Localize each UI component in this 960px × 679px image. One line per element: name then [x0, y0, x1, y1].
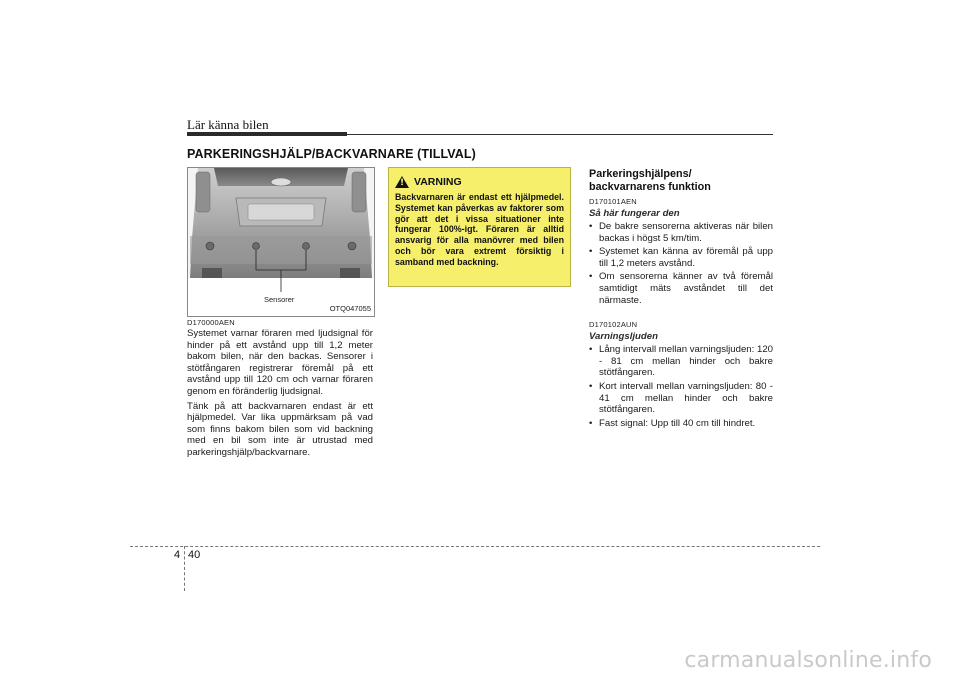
list-item: • Systemet kan känna av föremål på upp till 1,2 meters avstånd.	[589, 246, 773, 269]
section-code: D170000AEN	[187, 318, 235, 327]
list-item: • De bakre sensorerna aktiveras när bilen backas i högst 5 km/tim.	[589, 221, 773, 244]
warning-label: VARNING	[414, 176, 462, 188]
watermark: carmanualsonline.info	[684, 648, 932, 673]
warning-text: Backvarnaren är endast ett hjälpmedel. Systemet kan påverkas av faktorer som gör att det i vissa situationer inte fungerar 100%-igt. Föraren är alltid ansvarig för alla manövrer med bilen och bör vara extremt försiktig i samband med backning.	[395, 192, 564, 267]
page-chapter-number: 4	[174, 549, 181, 561]
subsection-heading: Så här fungerar den	[589, 208, 680, 219]
figure-code: OTQ047055	[329, 304, 371, 313]
figure-caption: Sensorer	[264, 295, 295, 304]
paragraph: Systemet varnar föraren med ljudsignal för hinder på ett avstånd upp till 1,2 meter bakom bilen, när den backas. Sensorer i stötfångaren registrerar föremål på ett avstånd upp till 120 cm och varnar föraren genom en föränderlig ljudsignal.	[187, 328, 373, 397]
bullet-list	[589, 344, 773, 429]
section-code: D170102AUN	[589, 320, 638, 330]
right-column	[589, 197, 773, 431]
warning-box	[388, 167, 571, 287]
rear-car-illustration	[188, 168, 374, 316]
warning-triangle-icon: !	[395, 176, 409, 188]
list-item: • Lång intervall mellan varningsljuden: 120 - 81 cm mellan hinder och bakre stötfångaren.	[589, 344, 773, 379]
footer-rule	[130, 546, 820, 547]
subsection-heading: Varningsljuden	[589, 331, 658, 343]
list-item: • Om sensorerna känner av två föremål samtidigt mäts avståndet till det närmaste.	[589, 271, 773, 306]
footer-divider	[184, 546, 185, 591]
list-item: • Fast signal: Upp till 40 cm till hindret.	[589, 418, 773, 430]
function-title-line2: backvarnarens funktion	[589, 180, 711, 193]
page-number: 40	[188, 549, 201, 561]
rear-bumper-figure	[187, 167, 375, 317]
bullet-list	[589, 221, 773, 306]
header-rule-accent	[187, 132, 347, 136]
function-title-line1: Parkeringshjälpens/	[589, 168, 692, 180]
warning-header	[395, 176, 462, 188]
chapter-title: Lär känna bilen	[187, 117, 269, 132]
left-column	[187, 318, 373, 459]
paragraph: Tänk på att backvarnaren endast är ett hjälpmedel. Var lika uppmärksam på vad som finns bakom bilen som vid backning med en bil som inte är utrustad med parkeringshjälp/backvarnare.	[187, 400, 373, 458]
section-title: PARKERINGSHJÄLP/BACKVARNARE (TILLVAL)	[187, 147, 476, 161]
list-item: • Kort intervall mellan varningsljuden: 80 - 41 cm mellan hinder och bakre stötfångaren.	[589, 381, 773, 416]
function-title	[589, 168, 711, 193]
section-code: D170101AEN	[589, 197, 637, 206]
